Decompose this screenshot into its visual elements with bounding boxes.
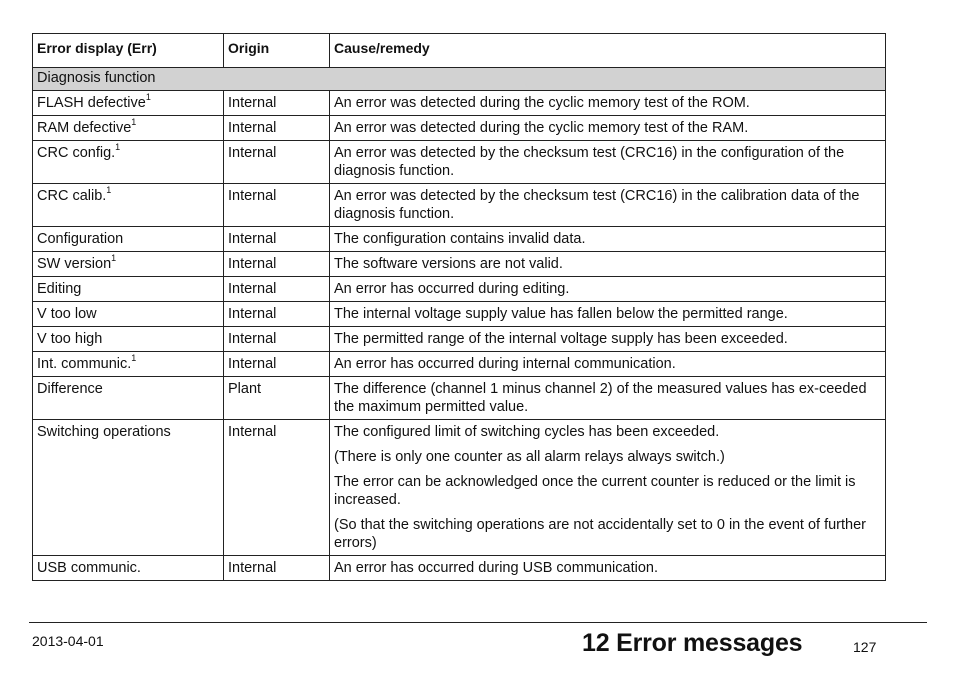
cause-paragraph: The configured limit of switching cycles has been exceeded.: [334, 424, 720, 440]
section-row: [33, 68, 886, 91]
error-name: V too low: [37, 306, 97, 322]
cause-paragraph: An error has occurred during internal communication.: [334, 356, 676, 372]
origin-cell: Internal: [224, 327, 330, 352]
table-row: [33, 277, 886, 302]
error-name: RAM defective: [37, 120, 132, 136]
error-name: Switching operations: [37, 424, 171, 440]
cause-paragraph: (So that the switching operations are not accidentally set to 0 in the event of further errors): [334, 517, 866, 551]
error-name: CRC config.: [37, 145, 116, 161]
error-display-cell: [33, 91, 224, 116]
origin-cell: Plant: [224, 377, 330, 420]
cause-remedy-cell: [330, 141, 886, 184]
table-row: [33, 227, 886, 252]
table-row: [33, 352, 886, 377]
cause-remedy-cell: [330, 116, 886, 141]
table-row: [33, 91, 886, 116]
table-row: [33, 184, 886, 227]
footnote-marker: 1: [131, 117, 137, 127]
error-name: CRC calib.: [37, 188, 107, 204]
error-display-cell: [33, 302, 224, 327]
error-name: Configuration: [37, 231, 124, 247]
error-display-cell: [33, 327, 224, 352]
table-row: [33, 327, 886, 352]
error-display-cell: [33, 116, 224, 141]
cause-remedy-cell: [330, 252, 886, 277]
cause-remedy-cell: [330, 420, 886, 556]
error-display-cell: [33, 227, 224, 252]
cause-paragraph: The permitted range of the internal voltage supply has been exceeded.: [334, 331, 788, 347]
table-row: [33, 116, 886, 141]
footer-date: 2013-04-01: [32, 633, 104, 649]
origin-cell: Internal: [224, 116, 330, 141]
table-row: [33, 302, 886, 327]
error-display-cell: [33, 377, 224, 420]
cause-paragraph: An error has occurred during editing.: [334, 281, 570, 297]
origin-cell: Internal: [224, 252, 330, 277]
cause-paragraph: An error was detected by the checksum test (CRC16) in the configuration of the diagnosis function.: [334, 145, 845, 179]
error-display-cell: [33, 556, 224, 581]
table-row: [33, 252, 886, 277]
section-label: Diagnosis function: [33, 68, 886, 91]
chapter-title: 12 Error messages: [582, 629, 803, 657]
cause-paragraph: The configuration contains invalid data.: [334, 231, 586, 247]
origin-cell: Internal: [224, 302, 330, 327]
footnote-marker: 1: [106, 185, 112, 195]
footer-divider: [29, 622, 927, 623]
error-name: Difference: [37, 381, 103, 397]
cause-paragraph: An error was detected during the cyclic memory test of the RAM.: [334, 120, 749, 136]
cause-remedy-cell: [330, 556, 886, 581]
header-cause-remedy: Cause/remedy: [330, 34, 886, 68]
error-display-cell: [33, 277, 224, 302]
cause-remedy-cell: [330, 352, 886, 377]
cause-paragraph: An error was detected by the checksum test (CRC16) in the calibration data of the diagnosis function.: [334, 188, 860, 222]
cause-remedy-cell: [330, 227, 886, 252]
table-row: [33, 141, 886, 184]
origin-cell: Internal: [224, 352, 330, 377]
cause-remedy-cell: [330, 302, 886, 327]
error-name: FLASH defective: [37, 95, 146, 111]
error-display-cell: [33, 420, 224, 556]
origin-cell: Internal: [224, 420, 330, 556]
table-row: [33, 556, 886, 581]
cause-paragraph: The internal voltage supply value has fallen below the permitted range.: [334, 306, 788, 322]
header-error-display: Error display (Err): [33, 34, 224, 68]
cause-remedy-cell: [330, 327, 886, 352]
header-origin: Origin: [224, 34, 330, 68]
origin-cell: Internal: [224, 277, 330, 302]
error-display-cell: [33, 352, 224, 377]
error-display-cell: [33, 184, 224, 227]
footnote-marker: 1: [145, 92, 151, 102]
cause-paragraph: An error was detected during the cyclic memory test of the ROM.: [334, 95, 750, 111]
error-name: Int. communic.: [37, 356, 132, 372]
table-row: [33, 420, 886, 556]
table-header-row: [33, 34, 886, 68]
cause-paragraph: The difference (channel 1 minus channel 2) of the measured values has ex-ceeded the maximum permitted value.: [334, 381, 867, 415]
footnote-marker: 1: [111, 253, 117, 263]
error-name: Editing: [37, 281, 82, 297]
error-display-cell: [33, 252, 224, 277]
origin-cell: Internal: [224, 227, 330, 252]
cause-remedy-cell: [330, 377, 886, 420]
cause-remedy-cell: [330, 277, 886, 302]
origin-cell: Internal: [224, 91, 330, 116]
cause-remedy-cell: [330, 91, 886, 116]
cause-paragraph: The error can be acknowledged once the current counter is reduced or the limit is increased.: [334, 474, 856, 508]
table-row: [33, 377, 886, 420]
origin-cell: Internal: [224, 556, 330, 581]
error-table: [32, 33, 886, 581]
cause-remedy-cell: [330, 184, 886, 227]
error-name: V too high: [37, 331, 103, 347]
footnote-marker: 1: [115, 142, 121, 152]
error-name: SW version: [37, 256, 112, 272]
page-number: 127: [853, 639, 877, 655]
error-name: USB communic.: [37, 560, 141, 576]
origin-cell: Internal: [224, 184, 330, 227]
footnote-marker: 1: [131, 353, 137, 363]
error-display-cell: [33, 141, 224, 184]
cause-paragraph: An error has occurred during USB communication.: [334, 560, 658, 576]
cause-paragraph: The software versions are not valid.: [334, 256, 563, 272]
cause-paragraph: (There is only one counter as all alarm relays always switch.): [334, 449, 725, 465]
origin-cell: Internal: [224, 141, 330, 184]
